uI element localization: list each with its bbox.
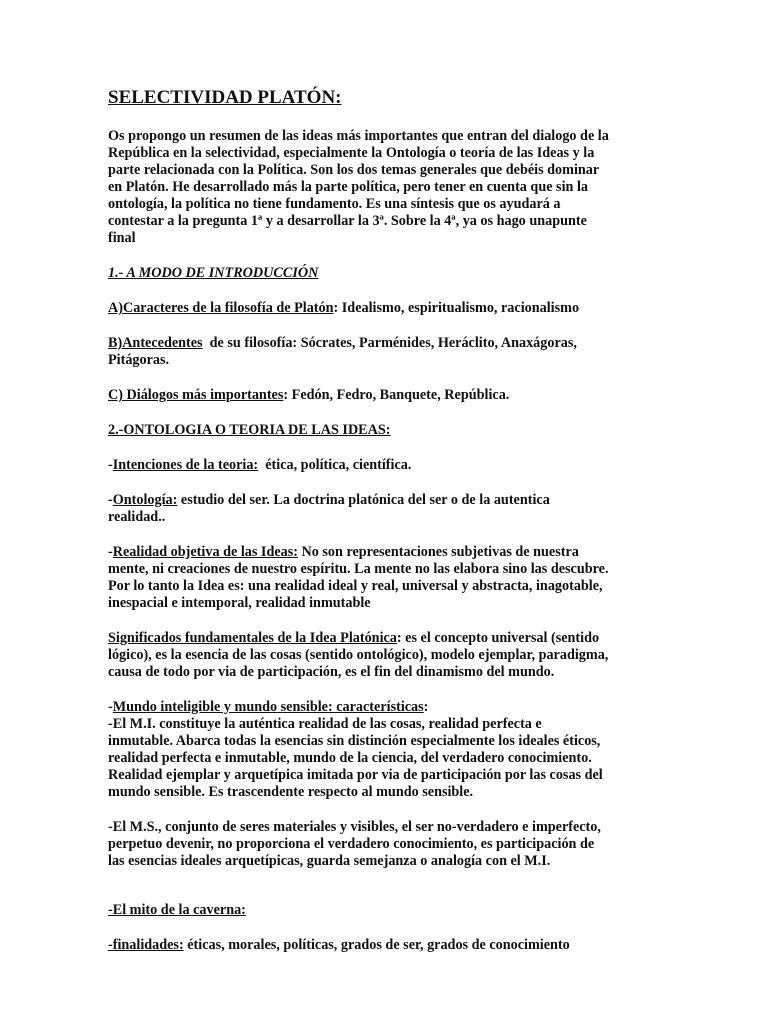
document-title: SELECTIVIDAD PLATÓN:	[108, 87, 342, 108]
intro-line: final	[108, 230, 136, 246]
ontologia-label: Ontología:	[112, 492, 178, 508]
antecedentes-text-line: Pitágoras.	[108, 352, 170, 368]
section-2-heading-text: 2.-ONTOLOGIA O TEORIA DE LAS IDEAS:	[108, 422, 391, 438]
significados-text: : es el concepto universal (sentido	[396, 630, 600, 646]
intenciones-label: Intenciones de la teoria:	[112, 457, 259, 473]
finalidades-label: -finalidades:	[108, 937, 184, 953]
intro-line: en Platón. He desarrollado más la parte política, pero tener en cuenta que sin la	[108, 179, 588, 195]
significados-label: Significados fundamentales de la Idea Platónica	[108, 630, 397, 646]
realidad-text-line: inespacial e intemporal, realidad inmutable	[108, 595, 371, 611]
significados-item	[108, 630, 653, 681]
mi-text-line: mundo sensible. Es trascendente respecto al mundo sensible.	[108, 784, 474, 800]
realidad-prefix: -	[108, 544, 113, 560]
ontologia-text-line: realidad..	[108, 509, 166, 525]
intro-paragraph	[108, 128, 653, 247]
antecedentes-item	[108, 335, 653, 369]
dialogos-label: C) Diálogos más importantes	[108, 387, 284, 403]
intro-line: contestar a la pregunta 1ª y a desarrollar la 3ª. Sobre la 4ª, ya os hago unapunte	[108, 213, 587, 229]
finalidades-item	[108, 937, 653, 954]
ms-item	[108, 819, 653, 870]
intro-line: ontología, la política no tiene fundamento. Es una síntesis que os ayudará a	[108, 196, 561, 212]
caracteres-label: A)Caracteres de la filosofía de Platón	[108, 300, 334, 316]
ontologia-text: estudio del ser. La doctrina platónica del ser o de la autentica	[177, 492, 550, 508]
section-1-heading-text: 1.- A MODO DE INTRODUCCIÓN	[108, 265, 319, 281]
ontologia-item	[108, 492, 653, 526]
intenciones-text: ética, política, científica.	[258, 457, 412, 473]
intro-line: Os propongo un resumen de las ideas más importantes que entran del dialogo de la	[108, 128, 609, 144]
mito-heading-text: -El mito de la caverna:	[108, 902, 246, 918]
section-1-heading	[108, 265, 653, 282]
mi-text-line: Realidad ejemplar y arquetípica imitada por via de participación por las cosas del	[108, 767, 603, 783]
ms-text-line: las esencias ideales arquetípicas, guarda semejanza o analogía con el M.I.	[108, 853, 551, 869]
intenciones-item	[108, 457, 653, 474]
significados-text-line: lógico), es la esencia de las cosas (sentido ontológico), modelo ejemplar, paradigma,	[108, 647, 609, 663]
realidad-text-line: mente, ni creaciones de nuestro espíritu. La mente no las elabora sino las descubre.	[108, 561, 609, 577]
mundo-item	[108, 699, 653, 801]
caracteres-item	[108, 300, 653, 317]
significados-text-line: causa de todo por via de participación, es el fin del dinamismo del mundo.	[108, 664, 555, 680]
antecedentes-label: B)Antecedentes	[108, 335, 203, 351]
section-2-heading	[108, 422, 653, 439]
mi-text-line: -El M.I. constituye la auténtica realidad de las cosas, realidad perfecta e	[108, 716, 542, 732]
dialogos-item	[108, 387, 653, 404]
ms-text-line: perpetuo devenir, no proporciona el verdadero conocimiento, es participación de	[108, 836, 595, 852]
realidad-text: No son representaciones subjetivas de nuestra	[297, 544, 579, 560]
antecedentes-text: de su filosofía: Sócrates, Parménides, Heráclito, Anaxágoras,	[202, 335, 577, 351]
mundo-prefix: -	[108, 699, 113, 715]
mi-text-line: inmutable. Abarca todas la esencias sin distinción especialmente los ideales éticos,	[108, 733, 601, 749]
realidad-text-line: Por lo tanto la Idea es: una realidad ideal y real, universal y abstracta, inagotable,	[108, 578, 603, 594]
intenciones-prefix: -	[108, 457, 113, 473]
finalidades-text: éticas, morales, políticas, grados de ser, grados de conocimiento	[183, 937, 570, 953]
realidad-label: Realidad objetiva de las Ideas:	[112, 544, 298, 560]
mi-text-line: realidad perfecta e inmutable, mundo de la ciencia, del verdadero conocimiento.	[108, 750, 592, 766]
intro-line: parte relacionada con la Política. Son los dos temas generales que debéis dominar	[108, 162, 600, 178]
document-page	[108, 86, 653, 972]
mundo-suffix: :	[423, 699, 429, 715]
caracteres-text: : Idealismo, espiritualismo, racionalismo	[333, 300, 580, 316]
dialogos-text: : Fedón, Fedro, Banquete, República.	[283, 387, 510, 403]
realidad-item	[108, 544, 653, 612]
ms-text-line: -El M.S., conjunto de seres materiales y visibles, el ser no-verdadero e imperfecto,	[108, 819, 601, 835]
intro-line: República en la selectividad, especialmente la Ontología o teoría de las Ideas y la	[108, 145, 595, 161]
mundo-label: Mundo inteligible y mundo sensible: características	[112, 699, 424, 715]
ontologia-prefix: -	[108, 492, 113, 508]
mito-heading	[108, 902, 653, 919]
